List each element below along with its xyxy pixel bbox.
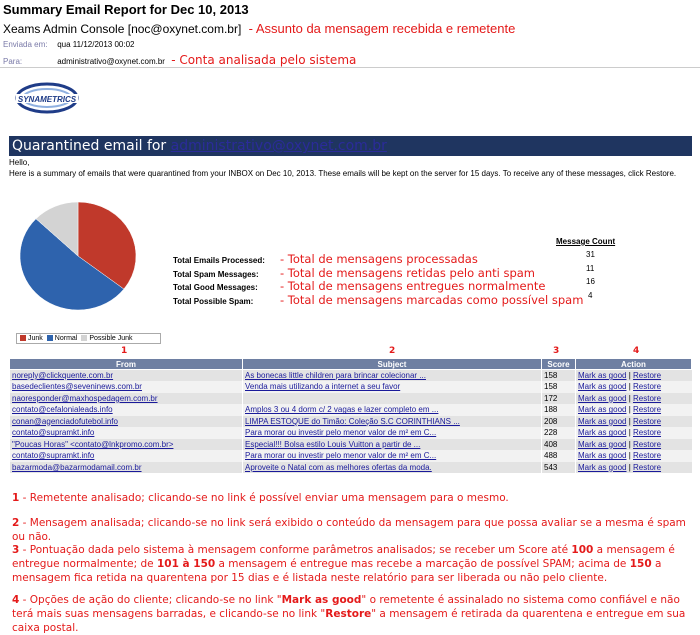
footnote-number: 3 (12, 544, 20, 556)
to-label: Para: (3, 57, 23, 66)
legend-item-possible-junk: Possible Junk (81, 335, 132, 342)
sent-row (3, 40, 135, 49)
subject-link[interactable]: Para morar ou investir pelo menor valor de m² em C... (245, 428, 437, 438)
table-row (10, 381, 692, 393)
col-header-action: Action (576, 359, 692, 370)
legend-swatch-possible-junk (81, 335, 87, 341)
table-row (10, 439, 692, 451)
spam-pie-chart (18, 200, 138, 312)
action-cell: Mark as good | Restore (576, 462, 692, 474)
mark-as-good-link[interactable]: Mark as good (578, 416, 627, 426)
from-cell (10, 370, 243, 382)
sender-link[interactable]: naoresponder@maxhospedagem.com.br (12, 393, 158, 403)
table-row (10, 450, 692, 462)
legend-swatch-junk (20, 335, 26, 341)
legend-swatch-normal (47, 335, 53, 341)
footnote-1: 1 - Remetente analisado; clicando-se no link é possível enviar uma mensagem para o mesmo. (12, 492, 509, 504)
sender-link[interactable]: bazarmoda@bazarmodamail.com.br (12, 462, 142, 472)
stats-value: 11 (586, 264, 595, 273)
footnote-2: 2 - Mensagem analisada; clicando-se no link será exibido o conteúdo da mensagem para que possa avaliar se a mesma é spam ou não. (12, 517, 686, 543)
from-cell (10, 439, 243, 451)
sender-link[interactable]: contato@supramkt.info (12, 451, 95, 461)
sender-address: Xeams Admin Console [noc@oxynet.com.br] (3, 22, 242, 36)
restore-link[interactable]: Restore (633, 439, 662, 449)
subject-cell (243, 427, 542, 439)
stats-note: - Total de mensagens entregues normalmente (280, 279, 546, 293)
footnote-4: 4 - Opções de ação do cliente; clicando-se no link "Mark as good" o remetente é assinalado no sistema como confiável e não terá mais suas mensagens barradas, e clicando-se no link "Restore" a mensagem é retirada da quarentena e entregue em sua caixa postal. (12, 594, 686, 634)
footnote-3: 3 - Pontuação dada pelo sistema à mensagem conforme parâmetros analisados; se receber um Score até 100 a mensagem é entregue normalmente; de 101 à 150 a mensagem é entregue mas recebe a marcação de possível SPAM; acima de 150 a mensagem fica retida na quarentena por 15 dias e é listada neste relatório para ser liberada ou não pelo cliente. (12, 544, 675, 584)
sender-link[interactable]: conan@agenciadofutebol.info (12, 416, 118, 426)
table-row (10, 404, 692, 416)
stats-value: 4 (588, 291, 593, 300)
sender-link[interactable]: noreply@clickquente.com.br (12, 371, 114, 380)
stats-row (173, 289, 583, 308)
from-cell (10, 427, 243, 439)
restore-link[interactable]: Restore (633, 462, 662, 472)
table-row (10, 393, 692, 405)
table-row (10, 427, 692, 439)
score-cell: 543 (542, 462, 576, 474)
subject-link[interactable]: As bonecas little children para brincar colecionar ... (245, 371, 426, 380)
subject-link[interactable]: Para morar ou investir pelo menor valor de m² em C... (245, 451, 437, 461)
score-cell: 208 (542, 416, 576, 428)
subject-cell (243, 439, 542, 451)
from-cell (10, 404, 243, 416)
col-header-score: Score (542, 359, 576, 370)
restore-link[interactable]: Restore (633, 428, 662, 438)
subject-cell (243, 393, 542, 405)
subject-cell (243, 370, 542, 382)
table-header-row (10, 359, 692, 370)
restore-link[interactable]: Restore (633, 416, 662, 426)
from-cell (10, 416, 243, 428)
footnote-number: 2 (12, 517, 20, 529)
subject-cell (243, 416, 542, 428)
subject-link[interactable]: LIMPA ESTOQUE do Timão: Coleção S.C CORINTHIANS ... (245, 416, 460, 426)
stats-label: Total Emails Processed: (173, 256, 265, 265)
message-count-header: Message Count (556, 237, 616, 246)
sender-line (3, 21, 515, 36)
subject-cell (243, 450, 542, 462)
from-cell (10, 450, 243, 462)
subject-link[interactable]: Aproveite o Natal com as melhores ofertas da moda. (245, 462, 432, 472)
banner-account-link[interactable]: administrativo@oxynet.com.br (170, 138, 387, 154)
column-marker-2: 2 (389, 346, 396, 356)
score-cell: 228 (542, 427, 576, 439)
mark-as-good-link[interactable]: Mark as good (578, 428, 627, 438)
footnote-number: 1 (12, 492, 20, 504)
stats-label: Total Good Messages: (173, 283, 258, 292)
mark-as-good-link[interactable]: Mark as good (578, 393, 627, 403)
action-cell: Mark as good | Restore (576, 370, 692, 382)
subject-link[interactable]: Amplos 3 ou 4 dorm c/ 2 vagas e lazer completo em ... (245, 405, 439, 415)
pie-legend (16, 333, 161, 344)
sent-label: Enviada em: (3, 40, 48, 49)
restore-link[interactable]: Restore (633, 393, 662, 403)
report-title: Summary Email Report for Dec 10, 2013 (3, 2, 249, 17)
mark-as-good-link[interactable]: Mark as good (578, 405, 627, 415)
stats-value: 31 (586, 250, 595, 259)
column-marker-3: 3 (553, 346, 560, 356)
subject-link[interactable]: Especial!!! Bolsa estilo Louis Vuitton a partir de ... (245, 439, 421, 449)
column-marker-1: 1 (121, 346, 128, 356)
from-cell (10, 393, 243, 405)
score-cell: 172 (542, 393, 576, 405)
action-cell: Mark as good | Restore (576, 381, 692, 393)
sender-note: - Assunto da mensagem recebida e remetente (248, 21, 516, 36)
footnote-number: 4 (12, 594, 20, 606)
column-marker-4: 4 (633, 346, 640, 356)
sender-link[interactable]: contato@cefalonialeads.info (12, 405, 113, 415)
sender-link[interactable]: "Poucas Horas" <contato@lnkpromo.com.br> (12, 439, 174, 449)
restore-link[interactable]: Restore (633, 451, 662, 461)
mark-as-good-link[interactable]: Mark as good (578, 382, 627, 392)
legend-item-normal: Normal (47, 335, 78, 342)
stats-note: - Total de mensagens retidas pelo anti spam (280, 266, 536, 280)
score-cell: 158 (542, 381, 576, 393)
table-row (10, 370, 692, 382)
quarantine-banner (9, 136, 692, 156)
action-cell: Mark as good | Restore (576, 416, 692, 428)
quarantine-table (9, 358, 692, 473)
subject-cell (243, 404, 542, 416)
table-row (10, 462, 692, 474)
sender-link[interactable]: contato@supramkt.info (12, 428, 95, 438)
score-cell: 158 (542, 370, 576, 382)
mark-as-good-link[interactable]: Mark as good (578, 439, 627, 449)
sent-value: qua 11/12/2013 00:02 (57, 40, 135, 49)
stats-note: - Total de mensagens marcadas como possível spam (280, 293, 584, 307)
restore-link[interactable]: Restore (633, 371, 662, 380)
score-cell: 408 (542, 439, 576, 451)
score-cell: 188 (542, 404, 576, 416)
action-cell: Mark as good | Restore (576, 450, 692, 462)
mark-as-good-link[interactable]: Mark as good (578, 462, 627, 472)
greeting: Hello, (9, 158, 30, 167)
subject-cell (243, 381, 542, 393)
mark-as-good-link[interactable]: Mark as good (578, 451, 627, 461)
score-cell: 488 (542, 450, 576, 462)
to-row (3, 53, 356, 67)
action-cell: Mark as good | Restore (576, 393, 692, 405)
stats-label: Total Possible Spam: (173, 297, 254, 306)
to-note: - Conta analisada pelo sistema (171, 53, 357, 67)
mark-as-good-link[interactable]: Mark as good (578, 371, 627, 380)
col-header-subject: Subject (243, 359, 542, 370)
legend-item-junk: Junk (20, 335, 43, 342)
sender-link[interactable]: basedeclientes@seveninews.com.br (12, 382, 142, 392)
from-cell (10, 462, 243, 474)
logo-text: SYNAMETRICS (17, 95, 77, 104)
col-header-from: From (10, 359, 243, 370)
intro-text: Here is a summary of emails that were quarantined from your INBOX on Dec 10, 2013. These emails will be kept on the server for 15 days. To receive any of these messages, click Restore. (9, 169, 677, 178)
action-cell: Mark as good | Restore (576, 427, 692, 439)
header-divider (0, 67, 700, 68)
subject-cell (243, 462, 542, 474)
restore-link[interactable]: Restore (633, 405, 662, 415)
from-cell (10, 381, 243, 393)
banner-prefix: Quarantined email for (12, 138, 171, 154)
stats-note: - Total de mensagens processadas (280, 252, 478, 266)
table-row (10, 416, 692, 428)
restore-link[interactable]: Restore (633, 382, 662, 392)
subject-link[interactable]: Venda mais utilizando a internet a seu favor (245, 382, 401, 392)
action-cell: Mark as good | Restore (576, 404, 692, 416)
synametrics-logo-icon (12, 78, 82, 120)
to-value: administrativo@oxynet.com.br (57, 57, 165, 66)
stats-label: Total Spam Messages: (173, 270, 259, 279)
stats-value: 16 (586, 277, 595, 286)
action-cell: Mark as good | Restore (576, 439, 692, 451)
